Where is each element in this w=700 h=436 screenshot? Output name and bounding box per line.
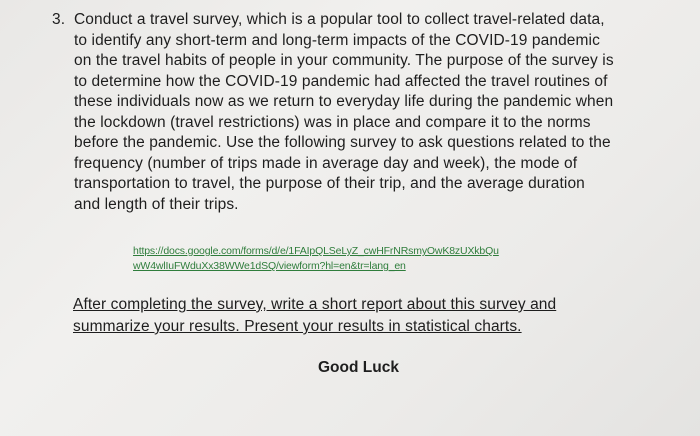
question-number: 3. <box>52 11 66 28</box>
question-line: before the pandemic. Use the following survey to ask questions related to the <box>74 134 611 151</box>
question-line: to determine how the COVID-19 pandemic had affected the travel routines of <box>74 72 608 90</box>
survey-link[interactable] <box>133 244 499 274</box>
question-line: frequency (number of trips made in average day and week), the mode of <box>74 154 578 172</box>
question-line: Conduct a travel survey, which is a popular tool to collect travel-related data, <box>74 11 605 28</box>
report-line-1: After completing the survey, write a short report about this survey and <box>73 296 557 313</box>
survey-link-line-1[interactable]: https://docs.google.com/forms/d/e/1FAIpQLSeLyZ_cwHFrNRsmyOwK8zUXkbQu <box>133 245 499 257</box>
question-3 <box>52 4 652 215</box>
question-text <box>74 4 652 215</box>
question-line: these individuals now as we return to everyday life during the pandemic when <box>74 93 614 110</box>
closing-text: Good Luck <box>318 359 399 376</box>
question-line: on the travel habits of people in your community. The purpose of the survey is <box>74 52 614 69</box>
report-instructions <box>73 294 556 338</box>
survey-link-line-2[interactable]: wW4wlIuFWduXx38WWe1dSQ/viewform?hl=en&tr=lang_en <box>133 260 406 272</box>
report-line-2: summarize your results. Present your results in statistical charts. <box>73 318 522 335</box>
question-line: transportation to travel, the purpose of their trip, and the average duration <box>74 175 585 192</box>
question-line: to identify any short-term and long-term impacts of the COVID-19 pandemic <box>74 31 600 49</box>
question-line: and length of their trips. <box>74 195 239 213</box>
question-line: the lockdown (travel restrictions) was in place and compare it to the norms <box>74 113 591 131</box>
